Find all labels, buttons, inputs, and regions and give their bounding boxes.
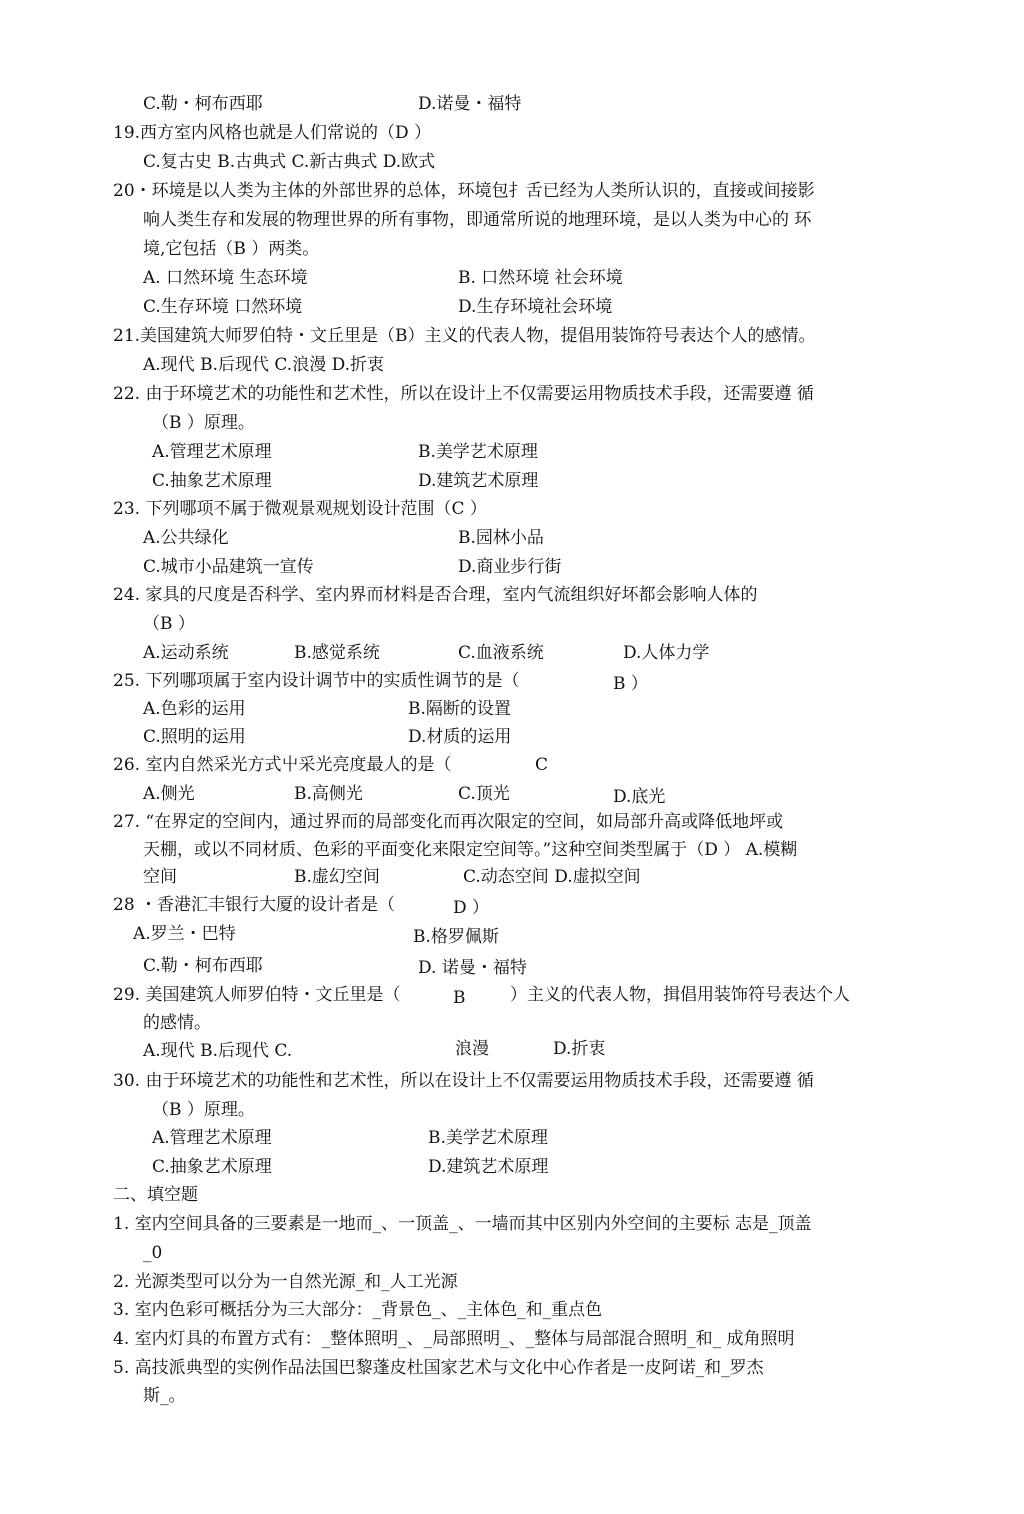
q24-option-a: A.运动系统 [143,643,229,663]
q30-option-d: D.建筑艺术原理 [428,1157,549,1177]
q28-stem: 28 ・香港汇丰银行大厦的设计者是（ [113,895,396,915]
q27-option-cd: C.动态空间 D.虚拟空间 [463,867,641,887]
q23-option-d: D.商业步行街 [458,557,562,577]
q25-option-a: A.色彩的运用 [143,699,246,719]
q21-stem: 21.美国建筑大师罗伯特・文丘里是（B）主义的代表人物，提倡用装饰符号表达个人的感情。 [113,326,816,346]
q28-option-a: A.罗兰・巴特 [133,924,236,944]
q26-option-a: A.侧光 [143,784,195,804]
q30-option-a: A.管理艺术原理 [152,1128,272,1148]
q22-option-b: B.美学艺术原理 [418,442,538,462]
fill-3: 3. 室内色彩可概括分为三大部分：_背景色_、_主体色_和_重点色 [113,1300,603,1320]
q29-option-d: D.折衷 [553,1039,606,1059]
fill-5-line1: 5. 高技派典型的实例作品法国巴黎蓬皮杜国家艺术与文化中心作者是一皮阿诺_和_罗杰 [113,1358,764,1378]
q28-option-c: C.勒・柯布西耶 [143,956,263,976]
q25-option-d: D.材质的运用 [408,727,512,747]
q20-stem-line2: 响人类生存和发展的物理世界的所有事物，即通常所说的地理环境，是以人类为中心的 环 [143,210,812,230]
q25-answer: B ） [613,674,648,694]
q26-option-b: B.高侧光 [294,784,363,804]
q25-stem: 25. 下列哪项属于室内设计调节中的实质性调节的是（ [113,671,520,691]
q24-option-c: C.血液系统 [458,643,544,663]
q22-option-c: C.抽象艺术原理 [152,471,272,491]
q27-option-a-cont: 空间 [143,867,177,887]
q27-option-b: B.虚幻空间 [294,867,380,887]
fill-2: 2. 光源类型可以分为一自然光源_和_人工光源 [113,1272,458,1292]
q29-stem: 29. 美国建筑人师罗伯特・文丘里是（ [113,985,401,1005]
q23-option-a: A.公共绿化 [143,528,229,548]
q24-stem-line1: 24. 家具的尺度是否科学、室内界而材料是否合理，室内气流组织好坏都会影响人体的 [113,585,758,605]
q25-option-c: C.照明的运用 [143,727,246,747]
q26-answer: C [535,755,549,775]
q23-stem: 23. 下列哪项不属于微观景观规划设计范围（C ） [113,499,487,519]
q27-stem-line1: 27. “在界定的空间内，通过界而的局部变化而再次限定的空间，如局部升高或降低地坪或 [113,812,784,832]
q22-stem-line1: 22. 由于环境艺术的功能性和艺术性，所以在设计上不仅需要运用物质技术手段，还需要遵 循 [113,384,814,404]
q19-stem: 19.西方室内风格也就是人们常说的（D ） [113,123,432,143]
q18-option-d: D.诺曼・福特 [418,94,522,114]
q27-stem-line2: 天棚，或以不同材质、色彩的平面变化来限定空间等。”这种空间类型属于（D ） A.模糊 [143,840,798,860]
q29-answer: B [453,988,466,1008]
q26-stem: 26. 室内自然采光方式屮采光亮度最人的是（ [113,755,452,775]
q30-option-c: C.抽象艺术原理 [152,1157,272,1177]
q19-options: C.复古史 B.古典式 C.新古典式 D.欧式 [143,152,436,172]
q20-stem-line3: 境,它包括（B ）两类。 [143,239,320,259]
q24-option-b: B.感觉系统 [294,643,380,663]
fill-4: 4. 室内灯具的布置方式有：_整体照明_、_局部照明_、_整体与局部混合照明_和_ 成角照明 [113,1329,795,1349]
q23-option-c: C.城市小品建筑一宣传 [143,557,314,577]
q25-option-b: B.隔断的设置 [408,699,511,719]
q20-option-c: C.生存环境 口然环境 [143,297,303,317]
q20-option-b: B. 口然环境 社会环境 [458,268,623,288]
q29-options-abc: A.现代 B.后现代 C. [143,1041,293,1061]
fill-1-line2: _0 [143,1243,163,1263]
q30-stem-line2: （B ）原理。 [152,1100,255,1120]
q21-options: A.现代 B.后现代 C.浪漫 D.折衷 [143,355,385,375]
fill-5-line2: 斯_。 [143,1386,186,1406]
q24-option-d: D.人体力学 [623,643,710,663]
q20-option-d: D.生存环境社会环境 [458,297,613,317]
q22-stem-line2: （B ）原理。 [152,413,255,433]
q28-option-b: B.格罗佩斯 [413,927,499,947]
q26-option-d: D.底光 [613,787,666,807]
q26-option-c: C.顶光 [458,784,510,804]
q24-stem-line2: （B ） [143,614,195,634]
q29-option-c-text: 浪漫 [455,1039,489,1059]
q22-option-d: D.建筑艺术原理 [418,471,539,491]
q20-option-a: A. 口然环境 生态环境 [143,268,308,288]
q28-option-d: D. 诺曼・福特 [418,958,527,978]
q28-answer: D ） [453,898,490,918]
fill-1-line1: 1. 室内空间具备的三要素是一地而_、一顶盖_、一墙而其中区别内外空间的主要标 志是_顶盖 [113,1214,812,1234]
q29-stem-rest: ）主义的代表人物，揖倡用装饰符号表达个人 [510,985,850,1005]
q30-stem-line1: 30. 由于环境艺术的功能性和艺术性，所以在设计上不仅需要运用物质技术手段，还需要遵 循 [113,1071,814,1091]
q22-option-a: A.管理艺术原理 [152,442,272,462]
q23-option-b: B.园林小品 [458,528,544,548]
q18-option-c: C.勒・柯布西耶 [143,94,263,114]
q30-option-b: B.美学艺术原理 [428,1128,548,1148]
section-heading-fill-blank: 二、填空题 [113,1185,198,1205]
q20-stem-line1: 20・环境是以人类为主体的外部世界的总体，环境包扌舌已经为人类所认识的，直接或间接影 [113,181,815,201]
q29-stem-line2: 的感情。 [143,1013,211,1033]
